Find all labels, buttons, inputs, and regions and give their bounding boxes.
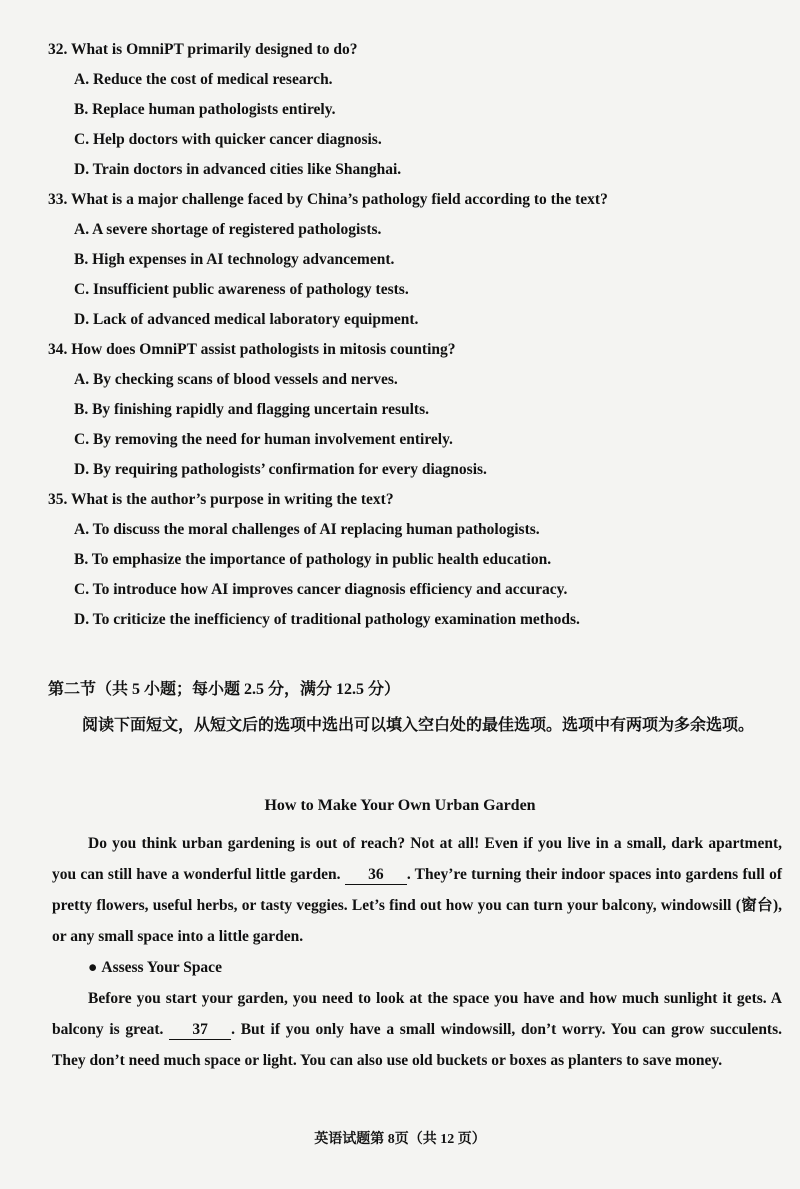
question-34-option-c: C. By removing the need for human involvement entirely. bbox=[74, 431, 453, 448]
subheading-text: Assess Your Space bbox=[101, 959, 222, 976]
question-list bbox=[48, 40, 768, 630]
question-34-stem: 34. How does OmniPT assist pathologists in mitosis counting? bbox=[48, 341, 456, 358]
question-32-option-b: B. Replace human pathologists entirely. bbox=[74, 101, 336, 118]
question-32-option-a: A. Reduce the cost of medical research. bbox=[74, 71, 333, 88]
article-body bbox=[52, 828, 782, 1076]
question-34-option-a: A. By checking scans of blood vessels and nerves. bbox=[74, 371, 398, 388]
paragraph-2-text-b: . But if you only have a small windowsill, don’t worry. You can grow succulents. They don’t need much space or light. You can also use old buckets or boxes as planters to save money. bbox=[52, 1021, 783, 1069]
question-35-option-c: C. To introduce how AI improves cancer diagnosis efficiency and accuracy. bbox=[74, 581, 568, 598]
question-32-option-c: C. Help doctors with quicker cancer diagnosis. bbox=[74, 131, 382, 148]
section-instructions: 阅读下面短文，从短文后的选项中选出可以填入空白处的最佳选项。选项中有两项为多余选项。 bbox=[82, 717, 755, 734]
question-32-stem: 32. What is OmniPT primarily designed to do? bbox=[48, 41, 358, 58]
question-33-option-c: C. Insufficient public awareness of pathology tests. bbox=[74, 281, 409, 298]
paragraph-1-text-b: . They’re turning their indoor spaces into gardens full of pretty flowers, useful herbs, or tasty veggies. Let’s find out how you can turn your balcony, windowsill (窗台), or any small space into a little garden. bbox=[52, 866, 783, 945]
paragraph-2-text-a: Before you start your garden, you need to look at the space you have and how much sunlight it gets. A balcony is great. bbox=[52, 990, 782, 1038]
page-footer: 英语试题第 8页（共 12 页） bbox=[314, 1132, 486, 1147]
paragraph-1-text-a: Do you think urban gardening is out of reach? Not at all! Even if you live in a small, dark apartment, you can still have a wonderful little garden. bbox=[52, 835, 782, 883]
question-34-option-b: B. By finishing rapidly and flagging uncertain results. bbox=[74, 401, 429, 418]
question-33-option-d: D. Lack of advanced medical laboratory equipment. bbox=[74, 311, 419, 328]
question-33-option-b: B. High expenses in AI technology advancement. bbox=[74, 251, 395, 268]
question-35-stem: 35. What is the author’s purpose in writing the text? bbox=[48, 491, 394, 508]
article-title: How to Make Your Own Urban Garden bbox=[264, 797, 536, 814]
question-32-option-d: D. Train doctors in advanced cities like Shanghai. bbox=[74, 161, 402, 178]
paragraph-1 bbox=[52, 828, 782, 952]
question-33-stem: 33. What is a major challenge faced by China’s pathology field according to the text? bbox=[48, 191, 608, 208]
section-heading: 第二节（共 5 小题；每小题 2.5 分，满分 12.5 分） bbox=[48, 681, 401, 698]
question-35-option-d: D. To criticize the inefficiency of traditional pathology examination methods. bbox=[74, 611, 580, 628]
blank-37: 37 bbox=[169, 1021, 231, 1040]
subheading-assess-space bbox=[52, 952, 782, 983]
question-33-option-a: A. A severe shortage of registered pathologists. bbox=[74, 221, 382, 238]
bullet-icon: ● bbox=[88, 959, 98, 976]
question-35-option-a: A. To discuss the moral challenges of AI replacing human pathologists. bbox=[74, 521, 540, 538]
paragraph-2 bbox=[52, 983, 782, 1076]
blank-36: 36 bbox=[345, 866, 407, 885]
question-34-option-d: D. By requiring pathologists’ confirmation for every diagnosis. bbox=[74, 461, 487, 478]
question-35-option-b: B. To emphasize the importance of pathology in public health education. bbox=[74, 551, 552, 568]
